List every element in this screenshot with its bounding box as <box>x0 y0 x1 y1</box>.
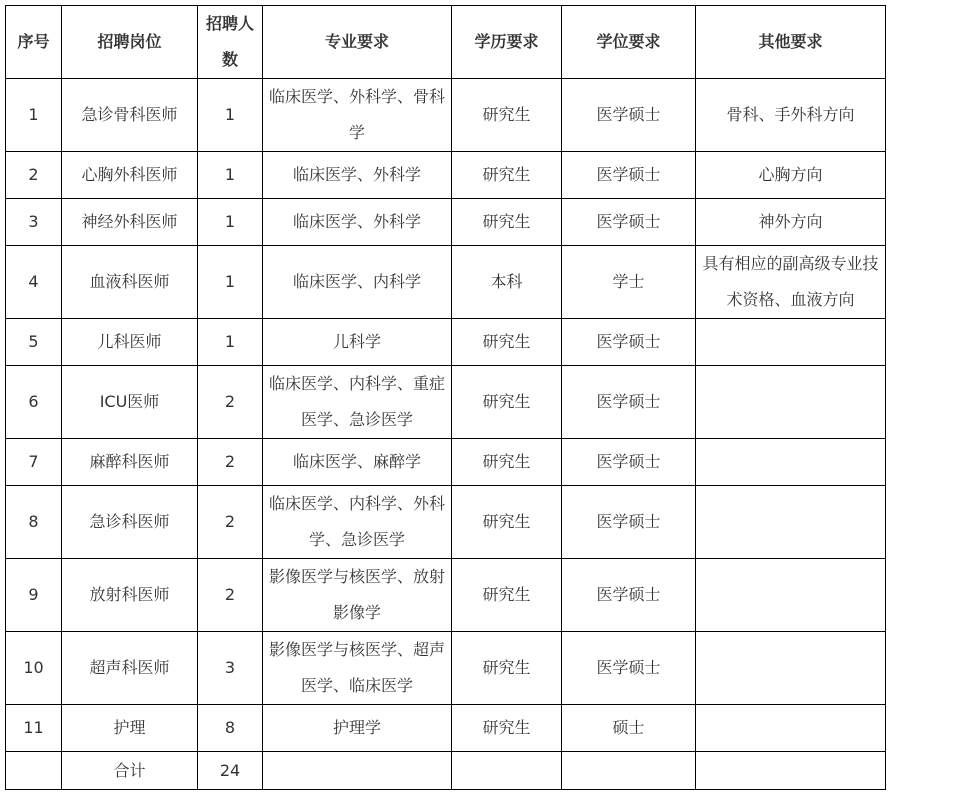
cell-position: 急诊骨科医师 <box>62 79 198 152</box>
cell-other <box>696 486 886 559</box>
cell-index: 11 <box>6 705 62 752</box>
cell-index: 4 <box>6 246 62 319</box>
cell-education: 研究生 <box>452 319 562 366</box>
cell-index: 2 <box>6 152 62 199</box>
cell-position: ICU医师 <box>62 366 198 439</box>
cell-education: 研究生 <box>452 705 562 752</box>
table-row <box>6 486 886 559</box>
cell-count: 1 <box>198 319 263 366</box>
cell-degree: 医学硕士 <box>562 632 696 705</box>
cell-major: 临床医学、麻醉学 <box>263 439 452 486</box>
cell-index: 5 <box>6 319 62 366</box>
cell-index: 9 <box>6 559 62 632</box>
cell-position: 心胸外科医师 <box>62 152 198 199</box>
cell-other <box>696 705 886 752</box>
cell-count: 2 <box>198 486 263 559</box>
cell-other: 具有相应的副高级专业技术资格、血液方向 <box>696 246 886 319</box>
table-row <box>6 246 886 319</box>
cell-index: 1 <box>6 79 62 152</box>
recruitment-table <box>5 5 886 790</box>
cell-position: 放射科医师 <box>62 559 198 632</box>
total-index <box>6 752 62 790</box>
header-major: 专业要求 <box>263 6 452 79</box>
cell-degree: 学士 <box>562 246 696 319</box>
cell-count: 2 <box>198 366 263 439</box>
cell-position: 神经外科医师 <box>62 199 198 246</box>
cell-education: 研究生 <box>452 486 562 559</box>
table-row <box>6 319 886 366</box>
cell-other: 骨科、手外科方向 <box>696 79 886 152</box>
cell-other <box>696 559 886 632</box>
cell-other <box>696 366 886 439</box>
cell-count: 1 <box>198 199 263 246</box>
cell-position: 麻醉科医师 <box>62 439 198 486</box>
cell-index: 6 <box>6 366 62 439</box>
total-label: 合计 <box>62 752 198 790</box>
cell-degree: 医学硕士 <box>562 319 696 366</box>
cell-major: 影像医学与核医学、放射影像学 <box>263 559 452 632</box>
header-index: 序号 <box>6 6 62 79</box>
cell-degree: 医学硕士 <box>562 439 696 486</box>
table-row <box>6 199 886 246</box>
cell-position: 护理 <box>62 705 198 752</box>
cell-major: 临床医学、外科学、骨科学 <box>263 79 452 152</box>
cell-education: 研究生 <box>452 559 562 632</box>
header-count: 招聘人数 <box>198 6 263 79</box>
cell-education: 研究生 <box>452 199 562 246</box>
header-degree: 学位要求 <box>562 6 696 79</box>
cell-other <box>696 319 886 366</box>
header-education: 学历要求 <box>452 6 562 79</box>
total-education <box>452 752 562 790</box>
cell-position: 急诊科医师 <box>62 486 198 559</box>
total-other <box>696 752 886 790</box>
total-major <box>263 752 452 790</box>
cell-education: 本科 <box>452 246 562 319</box>
cell-major: 儿科学 <box>263 319 452 366</box>
cell-degree: 医学硕士 <box>562 366 696 439</box>
cell-major: 临床医学、外科学 <box>263 152 452 199</box>
table-row <box>6 152 886 199</box>
cell-education: 研究生 <box>452 439 562 486</box>
cell-degree: 硕士 <box>562 705 696 752</box>
table-header-row <box>6 6 886 79</box>
cell-count: 3 <box>198 632 263 705</box>
cell-position: 超声科医师 <box>62 632 198 705</box>
table-row <box>6 439 886 486</box>
cell-other <box>696 632 886 705</box>
cell-position: 血液科医师 <box>62 246 198 319</box>
cell-other: 心胸方向 <box>696 152 886 199</box>
table-row <box>6 79 886 152</box>
cell-count: 2 <box>198 439 263 486</box>
cell-index: 8 <box>6 486 62 559</box>
cell-degree: 医学硕士 <box>562 559 696 632</box>
cell-education: 研究生 <box>452 79 562 152</box>
cell-degree: 医学硕士 <box>562 199 696 246</box>
cell-education: 研究生 <box>452 366 562 439</box>
cell-count: 2 <box>198 559 263 632</box>
total-row <box>6 752 886 790</box>
cell-count: 1 <box>198 79 263 152</box>
cell-major: 护理学 <box>263 705 452 752</box>
cell-position: 儿科医师 <box>62 319 198 366</box>
total-degree <box>562 752 696 790</box>
cell-education: 研究生 <box>452 152 562 199</box>
cell-other <box>696 439 886 486</box>
table-row <box>6 559 886 632</box>
cell-major: 临床医学、外科学 <box>263 199 452 246</box>
cell-education: 研究生 <box>452 632 562 705</box>
cell-major: 影像医学与核医学、超声医学、临床医学 <box>263 632 452 705</box>
cell-index: 3 <box>6 199 62 246</box>
cell-index: 10 <box>6 632 62 705</box>
cell-other: 神外方向 <box>696 199 886 246</box>
table-row <box>6 366 886 439</box>
header-other: 其他要求 <box>696 6 886 79</box>
cell-major: 临床医学、内科学、外科学、急诊医学 <box>263 486 452 559</box>
header-position: 招聘岗位 <box>62 6 198 79</box>
cell-count: 1 <box>198 152 263 199</box>
table-row <box>6 632 886 705</box>
cell-count: 8 <box>198 705 263 752</box>
cell-index: 7 <box>6 439 62 486</box>
total-count: 24 <box>198 752 263 790</box>
cell-major: 临床医学、内科学、重症医学、急诊医学 <box>263 366 452 439</box>
cell-degree: 医学硕士 <box>562 79 696 152</box>
cell-degree: 医学硕士 <box>562 152 696 199</box>
table-row <box>6 705 886 752</box>
cell-degree: 医学硕士 <box>562 486 696 559</box>
cell-count: 1 <box>198 246 263 319</box>
cell-major: 临床医学、内科学 <box>263 246 452 319</box>
